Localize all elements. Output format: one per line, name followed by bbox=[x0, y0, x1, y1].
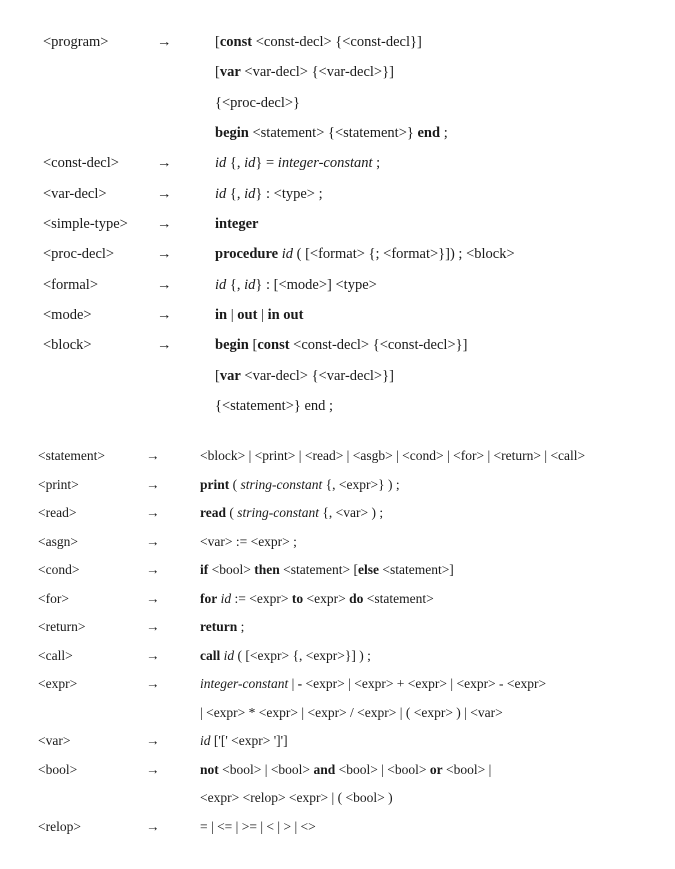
nonterminal-lhs: <bool> bbox=[38, 761, 78, 777]
rule-text: | bbox=[257, 306, 268, 323]
production-rhs bbox=[215, 60, 394, 84]
production-rhs bbox=[200, 473, 400, 497]
production-row bbox=[0, 60, 675, 84]
rule-text: ['[' <expr> ']'] bbox=[210, 733, 288, 748]
token-class: string-constant bbox=[240, 476, 323, 492]
nonterminal-lhs: <block> bbox=[43, 337, 92, 354]
production-row bbox=[0, 501, 675, 525]
rule-text: <expr> <relop> <expr> | ( <bool> ) bbox=[200, 790, 393, 805]
rule-text: {, <expr>} ) ; bbox=[322, 476, 400, 492]
production-rhs bbox=[200, 815, 316, 839]
production-rhs bbox=[215, 151, 380, 175]
nonterminal-lhs: <for> bbox=[38, 590, 69, 606]
nonterminal-lhs: <const-decl> bbox=[43, 155, 119, 172]
rule-text: ; bbox=[440, 124, 448, 141]
rule-text: ( bbox=[226, 505, 238, 520]
keyword-terminal: then bbox=[254, 562, 280, 577]
production-rhs bbox=[215, 212, 258, 236]
production-row bbox=[0, 121, 675, 145]
production-rhs bbox=[200, 530, 297, 554]
derives-arrow: → bbox=[146, 505, 160, 520]
token-class: id bbox=[215, 185, 227, 202]
production-row bbox=[0, 530, 675, 554]
rule-text: <block> | <print> | <read> | <asgb> | <cond> | <for> | <return> | <call> bbox=[200, 448, 586, 463]
rule-text: [ bbox=[248, 337, 258, 354]
production-row bbox=[0, 758, 675, 782]
token-class: id bbox=[200, 733, 211, 748]
rule-text: } : [<mode>] <type> bbox=[255, 276, 377, 293]
keyword-terminal: const bbox=[219, 34, 253, 50]
production-row bbox=[0, 672, 675, 696]
token-class: id bbox=[220, 590, 232, 606]
production-row bbox=[0, 729, 675, 753]
rule-text: <expr> bbox=[303, 590, 350, 606]
production-rhs bbox=[200, 501, 383, 525]
nonterminal-lhs: <call> bbox=[38, 647, 73, 663]
rule-text: {, bbox=[226, 185, 245, 202]
production-rhs bbox=[200, 444, 585, 468]
derives-arrow: → bbox=[146, 533, 160, 549]
rule-text: ( [<format> {; <format>}]) ; <block> bbox=[293, 246, 515, 263]
production-rhs bbox=[200, 558, 454, 582]
derives-arrow: → bbox=[146, 476, 160, 492]
keyword-terminal: or bbox=[429, 761, 443, 777]
production-row bbox=[0, 587, 675, 611]
rule-text: {, bbox=[226, 276, 245, 293]
keyword-terminal: var bbox=[219, 367, 241, 384]
production-row bbox=[0, 786, 675, 810]
production-rhs bbox=[200, 644, 371, 668]
rule-text: [ bbox=[215, 34, 220, 50]
keyword-terminal: do bbox=[349, 590, 364, 606]
token-class: integer-constant bbox=[200, 676, 289, 691]
keyword-terminal: end bbox=[417, 124, 441, 141]
derives-arrow: → bbox=[146, 590, 160, 606]
derives-arrow: → bbox=[157, 337, 172, 354]
nonterminal-lhs: <relop> bbox=[38, 818, 81, 834]
keyword-terminal: to bbox=[291, 590, 304, 606]
token-class: id bbox=[215, 276, 227, 293]
rule-text: {<proc-decl>} bbox=[215, 94, 301, 111]
production-row bbox=[0, 30, 675, 54]
production-rhs bbox=[200, 758, 491, 782]
token-class: id bbox=[281, 246, 294, 263]
production-row bbox=[0, 615, 675, 639]
production-row bbox=[0, 333, 675, 357]
production-row bbox=[0, 364, 675, 388]
production-row bbox=[0, 273, 675, 297]
rule-text: ; bbox=[237, 619, 245, 634]
derives-arrow: → bbox=[157, 215, 172, 232]
production-rhs bbox=[215, 182, 323, 206]
rule-text: := <expr> bbox=[231, 590, 292, 606]
production-rhs bbox=[215, 303, 303, 327]
production-rhs bbox=[215, 91, 300, 115]
production-row bbox=[0, 151, 675, 175]
keyword-terminal: else bbox=[357, 562, 379, 577]
rule-text: | bbox=[227, 306, 238, 323]
production-row bbox=[0, 644, 675, 668]
production-row bbox=[0, 473, 675, 497]
keyword-terminal: if bbox=[200, 562, 209, 577]
token-class: id bbox=[244, 276, 256, 293]
keyword-terminal: and bbox=[313, 761, 336, 777]
production-rhs bbox=[215, 333, 467, 357]
production-row bbox=[0, 394, 675, 418]
production-rhs bbox=[215, 30, 422, 54]
nonterminal-lhs: <return> bbox=[38, 619, 86, 634]
nonterminal-lhs: <program> bbox=[43, 34, 109, 50]
rule-text: <const-decl> {<const-decl}] bbox=[252, 34, 422, 50]
nonterminal-lhs: <cond> bbox=[38, 562, 80, 577]
rule-text: [ bbox=[215, 367, 220, 384]
nonterminal-lhs: <simple-type> bbox=[43, 215, 128, 232]
production-rhs bbox=[200, 701, 503, 725]
rule-text: <bool> | <bool> bbox=[335, 761, 430, 777]
production-row bbox=[0, 558, 675, 582]
rule-text: | bbox=[288, 676, 298, 691]
derives-arrow: → bbox=[146, 733, 160, 748]
rule-text: {<statement>} end ; bbox=[215, 397, 334, 414]
keyword-terminal: read bbox=[200, 505, 226, 520]
derives-arrow: → bbox=[157, 246, 172, 263]
production-row bbox=[0, 182, 675, 206]
production-row bbox=[0, 815, 675, 839]
keyword-terminal: print bbox=[200, 476, 230, 492]
keyword-terminal: call bbox=[200, 647, 221, 663]
token-class: string-constant bbox=[237, 505, 320, 520]
rule-text: ( bbox=[229, 476, 241, 492]
keyword-terminal: - bbox=[297, 676, 303, 691]
rule-text: <bool> | <bool> bbox=[218, 761, 314, 777]
rule-text: ( [<expr> {, <expr>}] ) ; bbox=[234, 647, 371, 663]
production-rhs bbox=[215, 273, 377, 297]
rule-text: ; bbox=[372, 155, 381, 172]
derives-arrow: → bbox=[146, 562, 160, 577]
rule-text: {, <var> ) ; bbox=[319, 505, 384, 520]
rule-text: <var-decl> {<var-decl>}] bbox=[240, 64, 394, 81]
production-row bbox=[0, 91, 675, 115]
derives-arrow: → bbox=[157, 306, 172, 323]
nonterminal-lhs: <mode> bbox=[43, 306, 92, 323]
production-rhs bbox=[200, 615, 244, 639]
nonterminal-lhs: <print> bbox=[38, 476, 79, 492]
keyword-terminal: integer bbox=[215, 215, 259, 232]
derives-arrow: → bbox=[146, 619, 160, 634]
rule-text: <statement> [ bbox=[279, 562, 358, 577]
keyword-terminal: return bbox=[200, 619, 238, 634]
rule-text: <var> := <expr> ; bbox=[200, 533, 297, 549]
production-row bbox=[0, 444, 675, 468]
keyword-terminal: out bbox=[237, 306, 258, 323]
token-class: id bbox=[244, 155, 256, 172]
rule-text: <expr> | <expr> + <expr> | <expr> - <expr> bbox=[302, 676, 547, 691]
nonterminal-lhs: <expr> bbox=[38, 676, 78, 691]
keyword-terminal: not bbox=[200, 761, 219, 777]
keyword-terminal: begin bbox=[215, 337, 249, 354]
rule-text: {, bbox=[226, 155, 245, 172]
token-class: id bbox=[215, 155, 227, 172]
keyword-terminal: var bbox=[219, 64, 241, 81]
keyword-terminal: in bbox=[215, 306, 228, 323]
derives-arrow: → bbox=[157, 185, 172, 202]
production-row bbox=[0, 212, 675, 236]
nonterminal-lhs: <var-decl> bbox=[43, 185, 107, 202]
rule-text: | <expr> * <expr> | <expr> / <expr> | ( <expr> ) | <var> bbox=[200, 704, 503, 720]
derives-arrow: → bbox=[146, 818, 160, 834]
token-class: integer-constant bbox=[277, 155, 373, 172]
rule-text: <statement>] bbox=[378, 562, 454, 577]
production-rhs bbox=[200, 786, 393, 810]
keyword-terminal: const bbox=[257, 337, 290, 354]
nonterminal-lhs: <var> bbox=[38, 733, 71, 748]
production-rhs bbox=[215, 364, 394, 388]
production-rhs bbox=[200, 672, 546, 696]
rule-text: <statement> {<statement>} bbox=[248, 124, 418, 141]
rule-text: <statement> bbox=[363, 590, 434, 606]
derives-arrow: → bbox=[146, 761, 160, 777]
production-rhs bbox=[200, 729, 288, 753]
production-rhs bbox=[200, 587, 434, 611]
rule-text: } : <type> ; bbox=[255, 185, 323, 202]
derives-arrow: → bbox=[157, 34, 172, 50]
derives-arrow: → bbox=[146, 676, 160, 691]
keyword-terminal: begin bbox=[215, 124, 249, 141]
rule-text: <var-decl> {<var-decl>}] bbox=[240, 367, 394, 384]
rule-text: [ bbox=[215, 64, 220, 81]
derives-arrow: → bbox=[157, 155, 172, 172]
token-class: id bbox=[223, 647, 235, 663]
rule-text: } = bbox=[255, 155, 278, 172]
production-rhs bbox=[215, 242, 515, 266]
nonterminal-lhs: <proc-decl> bbox=[43, 246, 115, 263]
keyword-terminal: procedure bbox=[215, 246, 279, 263]
keyword-terminal: in out bbox=[267, 306, 304, 323]
production-row bbox=[0, 701, 675, 725]
derives-arrow: → bbox=[157, 276, 172, 293]
nonterminal-lhs: <statement> bbox=[38, 448, 105, 463]
keyword-terminal: for bbox=[200, 590, 218, 606]
derives-arrow: → bbox=[146, 448, 160, 463]
rule-text: <bool> bbox=[208, 562, 255, 577]
rule-text: <const-decl> {<const-decl>}] bbox=[289, 337, 468, 354]
nonterminal-lhs: <formal> bbox=[43, 276, 99, 293]
rule-text: = | <= | >= | < | > | <> bbox=[200, 818, 316, 834]
production-row bbox=[0, 303, 675, 327]
nonterminal-lhs: <asgn> bbox=[38, 533, 78, 549]
derives-arrow: → bbox=[146, 647, 160, 663]
nonterminal-lhs: <read> bbox=[38, 505, 77, 520]
rule-text: <bool> | bbox=[442, 761, 492, 777]
production-rhs bbox=[215, 394, 333, 418]
token-class: id bbox=[244, 185, 256, 202]
production-rhs bbox=[215, 121, 448, 145]
production-row bbox=[0, 242, 675, 266]
